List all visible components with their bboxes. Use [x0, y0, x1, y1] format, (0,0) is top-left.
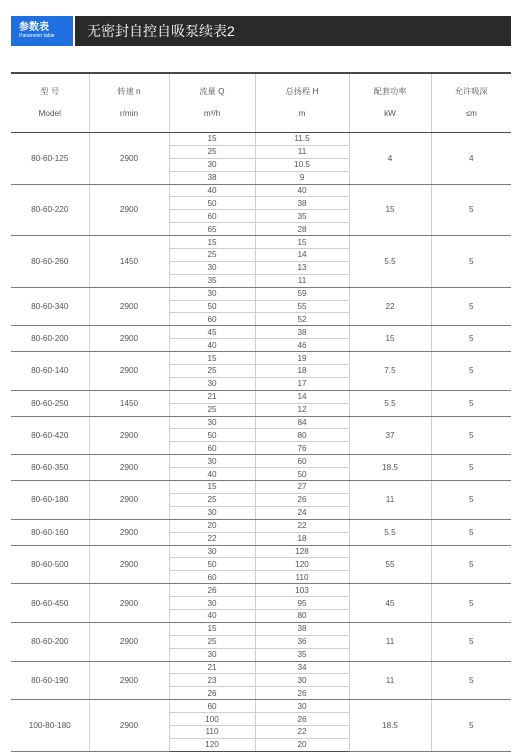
flow-cell: 25	[169, 403, 255, 416]
head-cell: 80	[255, 609, 349, 622]
flow-cell: 30	[169, 416, 255, 429]
head-cell: 103	[255, 584, 349, 597]
power-cell: 55	[349, 545, 431, 584]
model-cell: 80-60-190	[11, 661, 89, 700]
flow-cell: 40	[169, 468, 255, 481]
model-cell: 80-60-340	[11, 287, 89, 326]
flow-cell: 60	[169, 571, 255, 584]
flow-cell: 35	[169, 274, 255, 287]
suction-cell: 5	[431, 545, 511, 584]
flow-cell: 40	[169, 184, 255, 197]
table-row	[11, 236, 511, 249]
head-cell: 10.5	[255, 158, 349, 171]
column-header-flow-en: m³/h	[203, 109, 221, 118]
head-cell: 12	[255, 403, 349, 416]
flow-cell: 15	[169, 481, 255, 494]
column-header-speed	[89, 73, 169, 133]
head-cell: 76	[255, 442, 349, 455]
head-cell: 34	[255, 661, 349, 674]
table-row	[11, 661, 511, 674]
table-row	[11, 700, 511, 713]
head-cell: 14	[255, 249, 349, 262]
head-cell: 35	[255, 210, 349, 223]
head-cell: 26	[255, 687, 349, 700]
suction-cell: 5	[431, 584, 511, 623]
suction-cell: 4	[431, 133, 511, 185]
power-cell: 15	[349, 184, 431, 236]
speed-cell: 2900	[89, 700, 169, 752]
flow-cell: 60	[169, 313, 255, 326]
head-cell: 9	[255, 171, 349, 184]
flow-cell: 30	[169, 158, 255, 171]
parameter-table-tag	[11, 16, 73, 46]
flow-cell: 30	[169, 545, 255, 558]
suction-cell: 5	[431, 700, 511, 752]
model-cell: 80-60-200	[11, 622, 89, 661]
power-cell: 37	[349, 416, 431, 455]
head-cell: 11.5	[255, 133, 349, 146]
head-cell: 14	[255, 390, 349, 403]
tag-label-en: Parameter table	[19, 33, 55, 39]
table-header-row	[11, 73, 511, 133]
head-cell: 22	[255, 725, 349, 738]
flow-cell: 30	[169, 506, 255, 519]
power-cell: 11	[349, 661, 431, 700]
model-cell: 80-60-250	[11, 390, 89, 416]
flow-cell: 22	[169, 532, 255, 545]
flow-cell: 20	[169, 519, 255, 532]
title-bar	[75, 16, 511, 46]
flow-cell: 30	[169, 261, 255, 274]
flow-cell: 50	[169, 558, 255, 571]
head-cell: 17	[255, 377, 349, 390]
flow-cell: 50	[169, 429, 255, 442]
speed-cell: 2900	[89, 184, 169, 236]
column-header-speed-en: r/min	[119, 109, 139, 118]
head-cell: 11	[255, 274, 349, 287]
power-cell: 15	[349, 326, 431, 352]
power-cell: 18.5	[349, 700, 431, 752]
speed-cell: 2900	[89, 133, 169, 185]
column-header-power	[349, 73, 431, 133]
model-cell: 80-60-420	[11, 416, 89, 455]
suction-cell: 5	[431, 287, 511, 326]
suction-cell: 5	[431, 481, 511, 520]
head-cell: 24	[255, 506, 349, 519]
flow-cell: 40	[169, 609, 255, 622]
speed-cell: 2900	[89, 352, 169, 391]
suction-cell: 5	[431, 416, 511, 455]
table-body	[11, 133, 511, 752]
column-header-flow-cn: 流量 Q	[199, 87, 225, 96]
head-cell: 52	[255, 313, 349, 326]
table-row	[11, 287, 511, 300]
table-row	[11, 545, 511, 558]
head-cell: 28	[255, 223, 349, 236]
column-header-power-en: kW	[384, 109, 396, 118]
head-cell: 60	[255, 455, 349, 468]
head-cell: 36	[255, 635, 349, 648]
flow-cell: 38	[169, 171, 255, 184]
head-cell: 26	[255, 713, 349, 726]
parameter-table	[11, 72, 511, 752]
head-cell: 30	[255, 700, 349, 713]
column-header-power-cn: 配套功率	[373, 87, 407, 96]
suction-cell: 5	[431, 236, 511, 288]
head-cell: 84	[255, 416, 349, 429]
power-cell: 5.5	[349, 519, 431, 545]
flow-cell: 25	[169, 249, 255, 262]
power-cell: 45	[349, 584, 431, 623]
flow-cell: 60	[169, 210, 255, 223]
speed-cell: 2900	[89, 481, 169, 520]
column-header-suction-cn: 允许吸深	[454, 87, 488, 96]
suction-cell: 5	[431, 455, 511, 481]
head-cell: 27	[255, 481, 349, 494]
flow-cell: 45	[169, 326, 255, 339]
model-cell: 80-60-220	[11, 184, 89, 236]
flow-cell: 30	[169, 287, 255, 300]
head-cell: 26	[255, 493, 349, 506]
head-cell: 120	[255, 558, 349, 571]
speed-cell: 2900	[89, 584, 169, 623]
flow-cell: 60	[169, 442, 255, 455]
page-title: 无密封自控自吸泵续表2	[87, 23, 235, 39]
head-cell: 18	[255, 365, 349, 378]
head-cell: 19	[255, 352, 349, 365]
speed-cell: 2900	[89, 661, 169, 700]
power-cell: 7.5	[349, 352, 431, 391]
model-cell: 80-60-180	[11, 481, 89, 520]
table-row	[11, 481, 511, 494]
head-cell: 80	[255, 429, 349, 442]
head-cell: 13	[255, 261, 349, 274]
head-cell: 11	[255, 145, 349, 158]
table-row	[11, 133, 511, 146]
head-cell: 30	[255, 674, 349, 687]
power-cell: 22	[349, 287, 431, 326]
flow-cell: 100	[169, 713, 255, 726]
power-cell: 5.5	[349, 236, 431, 288]
column-header-flow	[169, 73, 255, 133]
speed-cell: 2900	[89, 519, 169, 545]
model-cell: 80-60-125	[11, 133, 89, 185]
suction-cell: 5	[431, 352, 511, 391]
flow-cell: 60	[169, 700, 255, 713]
model-cell: 80-60-140	[11, 352, 89, 391]
table-row	[11, 622, 511, 635]
column-header-head-en: m	[298, 109, 306, 118]
head-cell: 95	[255, 597, 349, 610]
head-cell: 55	[255, 300, 349, 313]
flow-cell: 21	[169, 661, 255, 674]
column-header-head	[255, 73, 349, 133]
head-cell: 38	[255, 326, 349, 339]
model-cell: 80-60-260	[11, 236, 89, 288]
flow-cell: 30	[169, 455, 255, 468]
head-cell: 110	[255, 571, 349, 584]
table-row	[11, 390, 511, 403]
model-cell: 100-80-180	[11, 700, 89, 752]
table-row	[11, 416, 511, 429]
speed-cell: 2900	[89, 545, 169, 584]
flow-cell: 25	[169, 493, 255, 506]
speed-cell: 1450	[89, 390, 169, 416]
flow-cell: 15	[169, 622, 255, 635]
power-cell: 4	[349, 133, 431, 185]
head-cell: 38	[255, 622, 349, 635]
flow-cell: 30	[169, 377, 255, 390]
flow-cell: 30	[169, 597, 255, 610]
table-row	[11, 352, 511, 365]
model-cell: 80-60-160	[11, 519, 89, 545]
suction-cell: 5	[431, 184, 511, 236]
column-header-model-cn: 型 号	[40, 87, 60, 96]
table-row	[11, 184, 511, 197]
speed-cell: 2900	[89, 622, 169, 661]
head-cell: 15	[255, 236, 349, 249]
model-cell: 80-60-200	[11, 326, 89, 352]
flow-cell: 15	[169, 352, 255, 365]
head-cell: 18	[255, 532, 349, 545]
head-cell: 50	[255, 468, 349, 481]
head-cell: 46	[255, 339, 349, 352]
speed-cell: 2900	[89, 326, 169, 352]
flow-cell: 25	[169, 635, 255, 648]
column-header-model	[11, 73, 89, 133]
flow-cell: 26	[169, 687, 255, 700]
tag-label-cn: 参数表	[19, 22, 49, 33]
head-cell: 128	[255, 545, 349, 558]
flow-cell: 15	[169, 133, 255, 146]
speed-cell: 2900	[89, 287, 169, 326]
column-header-suction	[431, 73, 511, 133]
flow-cell: 25	[169, 145, 255, 158]
table-row	[11, 455, 511, 468]
model-cell: 80-60-500	[11, 545, 89, 584]
suction-cell: 5	[431, 622, 511, 661]
head-cell: 40	[255, 184, 349, 197]
flow-cell: 65	[169, 223, 255, 236]
flow-cell: 25	[169, 365, 255, 378]
column-header-model-en: Model	[38, 109, 61, 118]
flow-cell: 50	[169, 197, 255, 210]
head-cell: 22	[255, 519, 349, 532]
model-cell: 80-60-350	[11, 455, 89, 481]
suction-cell: 5	[431, 326, 511, 352]
speed-cell: 1450	[89, 236, 169, 288]
suction-cell: 5	[431, 519, 511, 545]
flow-cell: 50	[169, 300, 255, 313]
table-row	[11, 519, 511, 532]
head-cell: 59	[255, 287, 349, 300]
flow-cell: 120	[169, 738, 255, 751]
column-header-speed-cn: 转速 n	[117, 87, 141, 96]
power-cell: 11	[349, 622, 431, 661]
flow-cell: 15	[169, 236, 255, 249]
model-cell: 80-60-450	[11, 584, 89, 623]
speed-cell: 2900	[89, 416, 169, 455]
table-row	[11, 584, 511, 597]
table-row	[11, 326, 511, 339]
suction-cell: 5	[431, 661, 511, 700]
head-cell: 20	[255, 738, 349, 751]
flow-cell: 30	[169, 648, 255, 661]
head-cell: 38	[255, 197, 349, 210]
power-cell: 18.5	[349, 455, 431, 481]
flow-cell: 21	[169, 390, 255, 403]
suction-cell: 5	[431, 390, 511, 416]
page-header	[11, 16, 511, 46]
power-cell: 5.5	[349, 390, 431, 416]
column-header-suction-en: ≤m	[465, 109, 477, 118]
flow-cell: 26	[169, 584, 255, 597]
flow-cell: 110	[169, 725, 255, 738]
power-cell: 11	[349, 481, 431, 520]
flow-cell: 23	[169, 674, 255, 687]
flow-cell: 40	[169, 339, 255, 352]
column-header-head-cn: 总扬程 H	[285, 87, 319, 96]
head-cell: 35	[255, 648, 349, 661]
speed-cell: 2900	[89, 455, 169, 481]
